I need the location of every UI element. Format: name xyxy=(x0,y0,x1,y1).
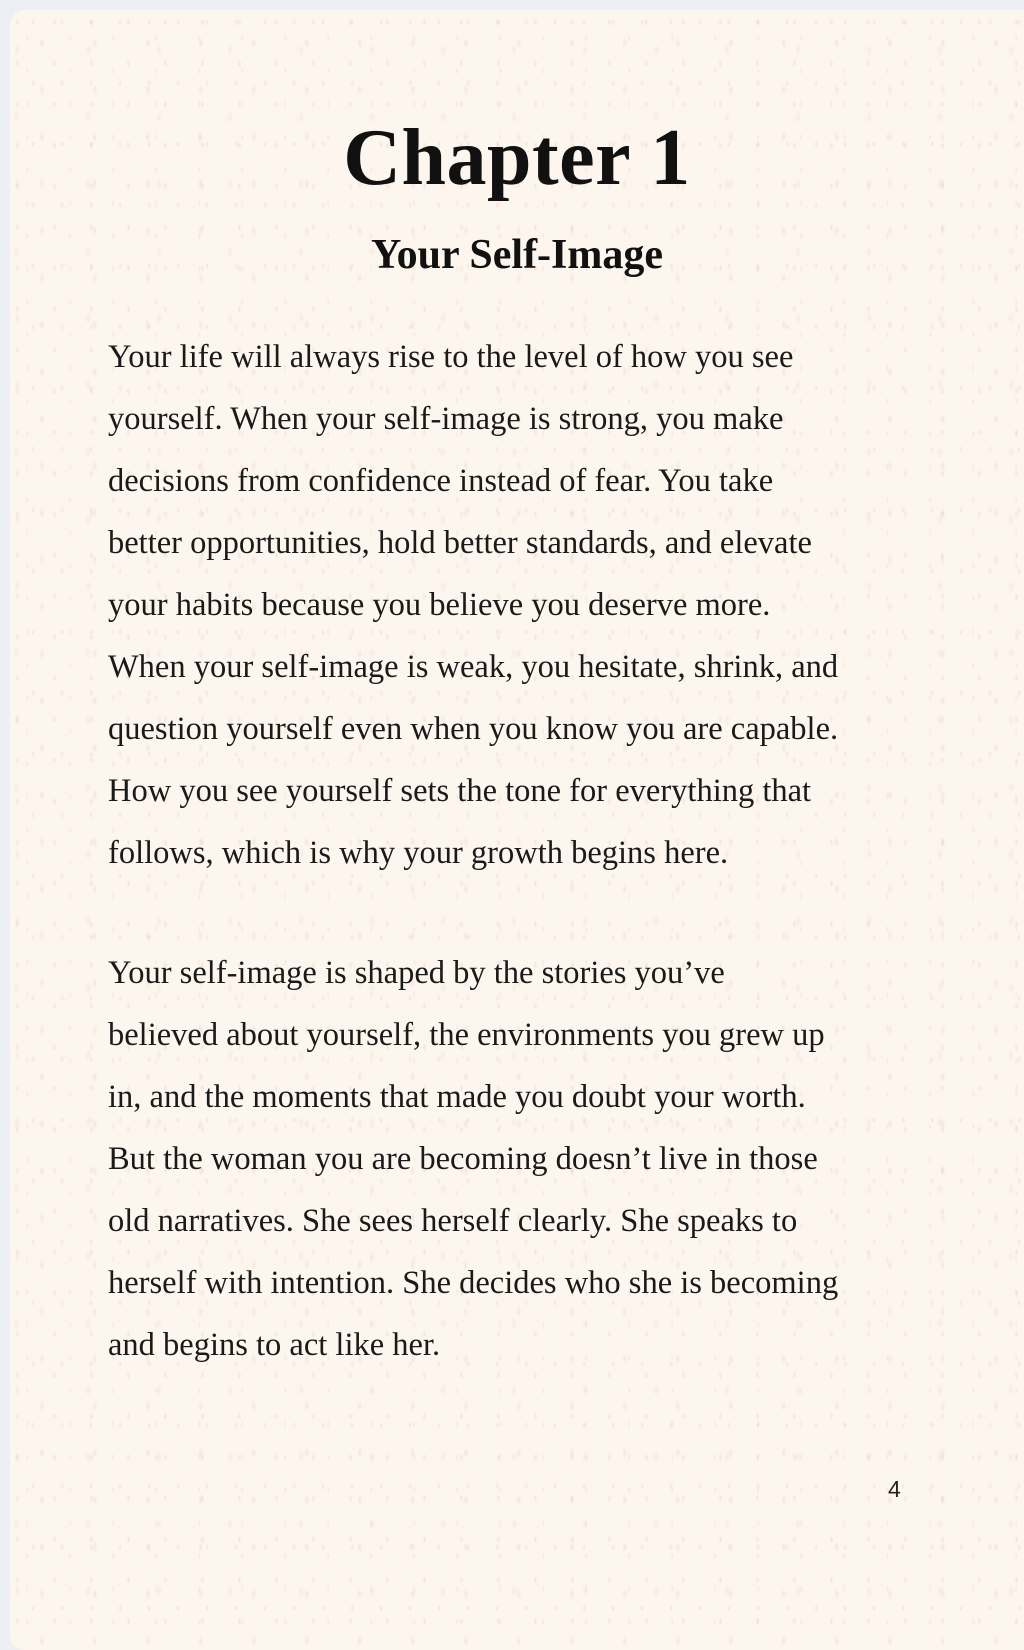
text-line: Your life will always rise to the level of how you see xyxy=(108,339,794,375)
paragraph-2 xyxy=(108,942,988,1376)
text-line: in, and the moments that made you doubt your worth. xyxy=(108,1079,806,1115)
page-number: 4 xyxy=(888,1476,901,1502)
text-line: better opportunities, hold better standards, and elevate xyxy=(108,525,812,561)
text-line: decisions from confidence instead of fear. You take xyxy=(108,463,774,499)
text-line: How you see yourself sets the tone for everything that xyxy=(108,773,812,809)
text-line: When your self-image is weak, you hesitate, shrink, and xyxy=(108,649,839,685)
text-line: old narratives. She sees herself clearly. She speaks to xyxy=(108,1203,798,1239)
text-line: question yourself even when you know you are capable. xyxy=(108,711,839,747)
text-line: your habits because you believe you deserve more. xyxy=(108,587,771,623)
paragraph-1 xyxy=(108,326,988,884)
text-line: believed about yourself, the environments you grew up xyxy=(108,1017,825,1053)
chapter-title: Chapter 1 xyxy=(343,114,691,202)
text-line: But the woman you are becoming doesn’t live in those xyxy=(108,1141,818,1177)
text-line: and begins to act like her. xyxy=(108,1327,441,1363)
chapter-subtitle: Your Self-Image xyxy=(370,232,664,278)
text-line: Your self-image is shaped by the stories you’ve xyxy=(108,955,725,991)
text-line: yourself. When your self-image is strong, you make xyxy=(108,401,784,437)
book-page xyxy=(10,10,1024,1650)
text-line: herself with intention. She decides who she is becoming xyxy=(108,1265,839,1301)
text-line: follows, which is why your growth begins here. xyxy=(108,835,729,871)
